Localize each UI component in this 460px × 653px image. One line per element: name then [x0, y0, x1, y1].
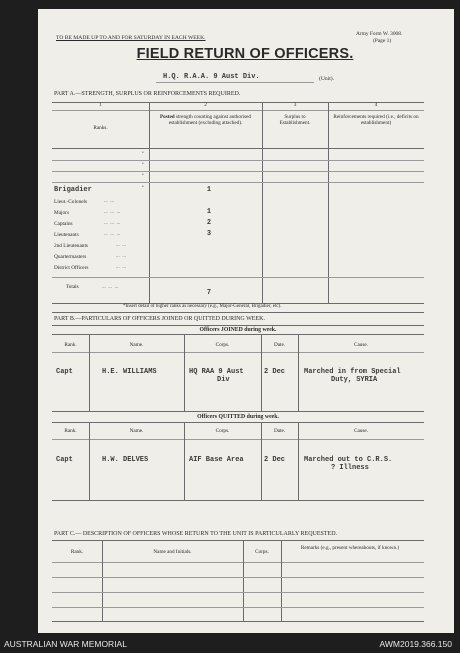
part-c-heading: PART C.— DESCRIPTION OF OFFICERS WHOSE RETURN TO THE UNIT IS PARTICULARLY REQUESTED. — [54, 531, 338, 537]
totals-label: Totals — [66, 284, 79, 290]
quitted-col-name: Name. — [129, 428, 144, 434]
quitted-corps: AIF Base Area — [189, 456, 244, 464]
form-instruction: TO BE MADE UP TO AND FOR SATURDAY IN EACH WEEK. — [56, 35, 206, 41]
rank-brigadier: Brigadier — [54, 186, 92, 194]
totals-value: 7 — [206, 289, 212, 297]
posted-lieutenants: 3 — [206, 230, 212, 238]
quitted-cause-line2: ? Illness — [331, 464, 369, 472]
part-c-col-name: Name and Initials. — [153, 549, 192, 555]
joined-cause-line1: Marched in from Special — [304, 368, 401, 376]
col-surplus-header: Surplus to Establishment. — [279, 114, 311, 126]
rank-2nd-lieutenants: 2nd Lieutenants — [54, 243, 88, 249]
part-c-col-rank: Rank. — [70, 549, 84, 555]
form-title: FIELD RETURN OF OFFICERS. — [136, 46, 354, 62]
col-number-1: 1 — [99, 102, 102, 108]
part-a-heading: PART A.—STRENGTH, SURPLUS OR REINFORCEMENTS REQUIRED. — [54, 91, 241, 97]
col-ranks-header: Ranks. — [93, 125, 108, 131]
joined-col-rank: Rank. — [64, 342, 77, 348]
joined-cause-line2: Duty, SYRIA — [331, 376, 378, 384]
posted-majors: 1 — [206, 208, 212, 216]
joined-name: H.E. WILLIAMS — [102, 368, 157, 376]
rank-lieutenants: Lieutenants — [54, 232, 79, 238]
quitted-cause-line1: Marched out to C.R.S. — [304, 456, 393, 464]
part-b-heading: PART B.—PARTICULARS OF OFFICERS JOINED OR QUITTED DURING WEEK. — [54, 316, 265, 322]
quitted-date: 2 Dec — [264, 456, 286, 464]
joined-corps-line2: Div — [217, 376, 230, 384]
unit-value: H.Q. R.A.A. 9 Aust Div. — [163, 73, 260, 81]
joined-heading: Officers JOINED during week. — [199, 327, 277, 333]
rank-quartermasters: Quartermasters — [54, 254, 87, 260]
col-number-3: 3 — [293, 102, 297, 108]
col-reinforcements-header: Reinforcements required (i.e., deficits on establishment) — [333, 114, 419, 126]
footer-accession-number: AWM2019.366.150 — [379, 639, 452, 649]
col-number-2: 2 — [204, 102, 207, 108]
rank-district-officers: District Officers — [54, 265, 89, 271]
joined-col-corps: Corps. — [215, 342, 230, 348]
quitted-col-cause: Cause. — [354, 428, 368, 434]
army-form-number: Army Form W. 3008. — [356, 31, 403, 37]
quitted-col-rank: Rank. — [64, 428, 77, 434]
posted-brigadier: 1 — [206, 186, 212, 194]
col-number-4: 4 — [374, 102, 378, 108]
part-c-col-corps: Corps. — [255, 549, 269, 555]
rank-captains: Captains — [54, 221, 73, 227]
quitted-heading: Officers QUITTED during week. — [197, 414, 279, 420]
joined-col-cause: Cause. — [354, 342, 368, 348]
joined-rank: Capt — [56, 368, 73, 376]
quitted-name: H.W. DELVES — [102, 456, 149, 464]
col-posted-header: Posted strength counting against authorised establishment (excluding attached). — [159, 114, 252, 126]
joined-corps-line1: HQ RAA 9 Aust — [189, 368, 244, 376]
part-c-col-remarks: Remarks (e.g., present whereabouts, if known.) — [300, 545, 400, 551]
unit-label: (Unit). — [319, 76, 335, 82]
unit-line — [156, 82, 314, 83]
quitted-rank: Capt — [56, 456, 73, 464]
page-number: (Page 1) — [373, 38, 392, 44]
joined-col-name: Name. — [129, 342, 144, 348]
part-a-footnote: *Insert detail of higher ranks as necessary (e.g., Major-General, Brigadier, etc). — [123, 303, 282, 309]
quitted-col-corps: Corps. — [215, 428, 230, 434]
posted-captains: 2 — [206, 219, 212, 227]
quitted-col-date: Date. — [273, 428, 286, 434]
joined-date: 2 Dec — [264, 368, 286, 376]
footer-source: AUSTRALIAN WAR MEMORIAL — [4, 639, 127, 649]
rank-majors: Majors — [54, 210, 70, 216]
form-page: TO BE MADE UP TO AND FOR SATURDAY IN EACH WEEK. Army Form W. 3008. (Page 1) FIELD RETURN OF OFFICERS. H.Q. R.A.A. 9 Aust Div. (Unit). PART A.—STRENGTH, SURPLUS OR REINFORCEMENTS REQUIRED. 1 2 3 4 Ranks. Posted strength counting against authorised establishment (excluding attached). Surplus to Establishment. Reinforcements required (i.e., deficits on establishment) • • • • Brigadier Lieut.-Colonels Majors Captains Lieutenants 2nd Lieutenants Quartermasters District Officers ... ... ... ... ... ... ... ... ... ... ... ... ... ... ... ... ... 1 1 2 3 Totals ... ... ... 7 *Insert detail of higher ranks as necessary (e.g., Major-General, Brigadier, etc). PART B.—PARTICULARS OF OFFICERS JOINED OR QUITTED DURING WEEK. Officers JOINED during week. Rank. Name. Corps. Date. Cause. Capt H.E. WILLIAMS HQ RAA 9 Aust Div 2 Dec Marched in from Special Duty, SYRIA Officers QUITTED during week. Rank. Name. Corps. Date. Cause. Capt H.W. DELVES AIF Base Area 2 Dec Marched out to C.R.S. ? Illness PART C.— DESCRIPTION OF OFFICERS WHOSE RETURN TO THE UNIT IS PARTICULARLY REQUESTED. Rank. Name and Initials. Corps. Remarks (e.g., present whereabouts, if known.) — [38, 9, 454, 633]
rank-lieut-colonels: Lieut.-Colonels — [54, 199, 88, 205]
joined-col-date: Date. — [273, 342, 286, 348]
